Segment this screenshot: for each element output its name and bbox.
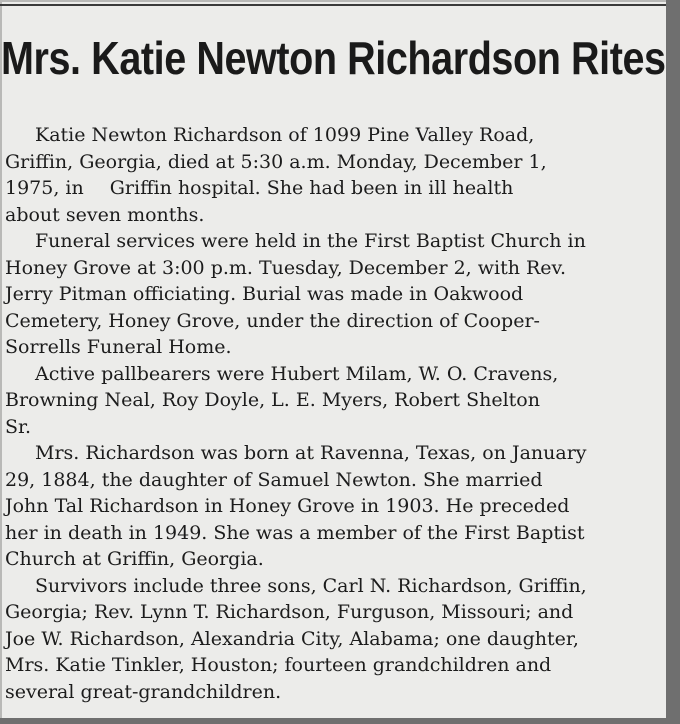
text-fragment: Griffin hospital. She had been in ill health: [109, 177, 514, 199]
text-line: her in death in 1949. She was a member of the First Baptist: [5, 521, 585, 544]
paragraph-funeral-services: [5, 228, 665, 361]
paragraph-survivors: [5, 573, 665, 706]
text-line: Mrs. Katie Tinkler, Houston; fourteen grandchildren and: [5, 654, 552, 676]
text-line: Sr.: [5, 415, 32, 438]
text-line: Honey Grove at 3:00 p.m. Tuesday, December 2, with Rev.: [5, 256, 567, 279]
text-line: Browning Neal, Roy Doyle, L. E. Myers, Robert Shelton: [5, 389, 540, 411]
text-line: Cemetery, Honey Grove, under the direction of Cooper-: [5, 309, 540, 332]
text-line: Sorrells Funeral Home.: [5, 336, 232, 358]
text-line: several great-grandchildren.: [5, 680, 282, 703]
text-line: John Tal Richardson in Honey Grove in 1903. He preceded: [5, 495, 570, 517]
text-line: Mrs. Richardson was born at Ravenna, Texas, on January: [35, 442, 587, 464]
paragraph-death-notice: [5, 122, 665, 228]
headline: Mrs. Katie Newton Richardson Rites: [1, 32, 666, 84]
text-line: 29, 1884, the daughter of Samuel Newton. She married: [5, 468, 543, 491]
top-rule: [0, 4, 666, 6]
text-line: Active pallbearers were Hubert Milam, W. O. Cravens,: [35, 362, 559, 385]
text-line: Georgia; Rev. Lynn T. Richardson, Furguson, Missouri; and: [5, 601, 574, 623]
text-line: Katie Newton Richardson of 1099 Pine Valley Road,: [35, 124, 535, 146]
paragraph-pallbearers: [5, 361, 665, 441]
article-body: [5, 122, 665, 705]
text-line: Survivors include three sons, Carl N. Richardson, Griffin,: [35, 574, 587, 597]
text-line: Church at Griffin, Georgia.: [5, 548, 264, 570]
text-line: Jerry Pitman officiating. Burial was made in Oakwood: [5, 283, 524, 305]
text-line: about seven months.: [5, 203, 205, 226]
paragraph-biography: [5, 440, 665, 573]
text-fragment: 1975, in: [5, 177, 84, 199]
text-line: [5, 175, 665, 202]
text-line: Griffin, Georgia, died at 5:30 a.m. Monday, December 1,: [5, 150, 547, 173]
text-line: Joe W. Richardson, Alexandria City, Alabama; one daughter,: [5, 627, 579, 650]
text-line: Funeral services were held in the First Baptist Church in: [35, 230, 586, 252]
